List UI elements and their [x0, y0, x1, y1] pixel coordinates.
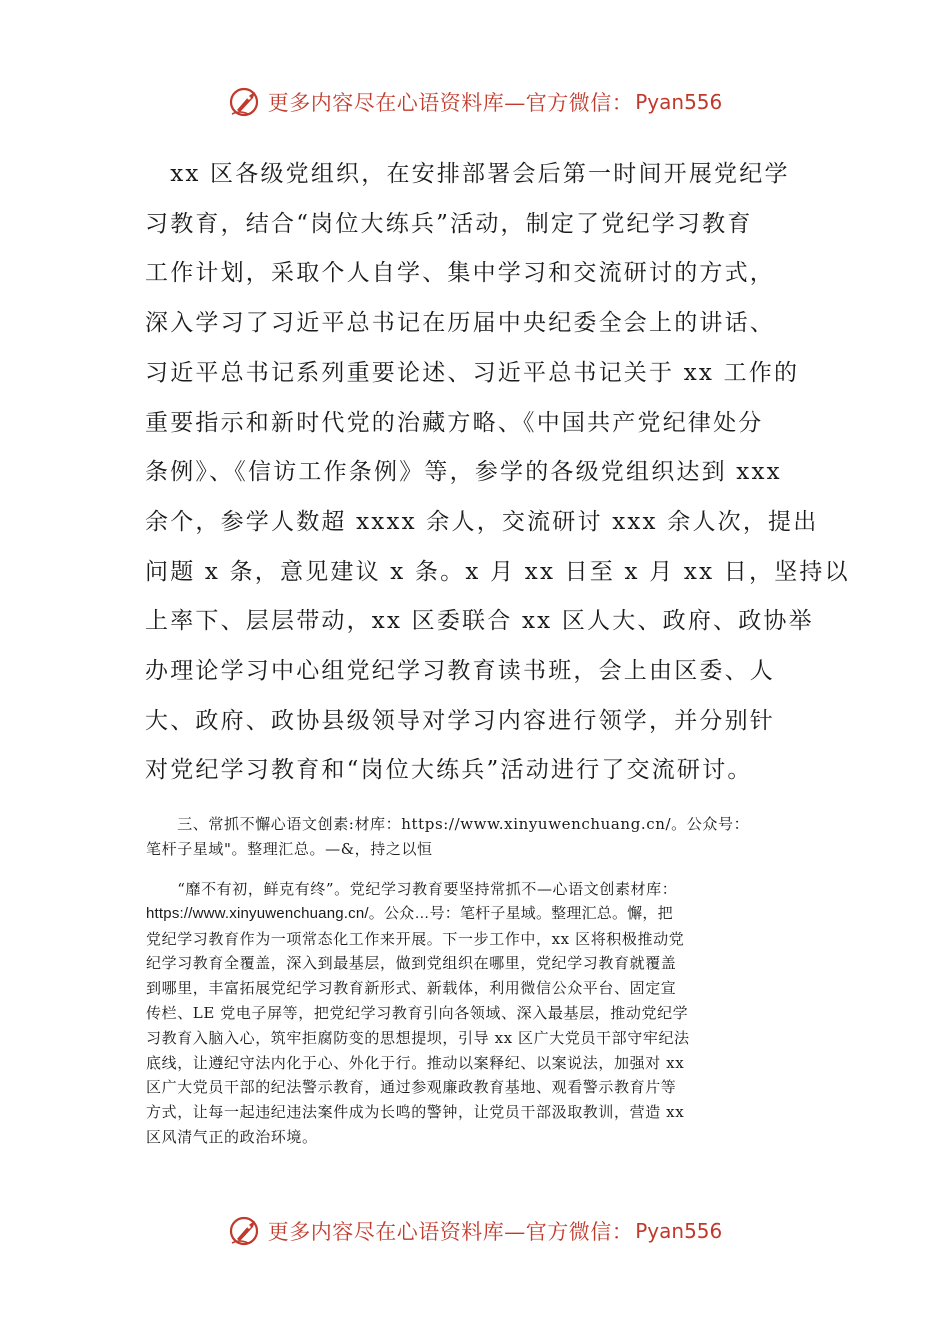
paragraph-line: 方式，让每一起违纪违法案件成为长鸣的警钟，让党员干部汲取教训，营造 xx [146, 1103, 685, 1122]
paragraph-line: xx 区各级党组织，在安排部署会后第一时间开展党纪学 [145, 161, 790, 187]
paragraph-line: 大、政府、政协县级领导对学习内容进行领学，并分别针 [145, 707, 775, 734]
paragraph-line: 重要指示和新时代党的治藏方略、《中国共产党纪律处分 [145, 409, 764, 436]
paragraph-line: 办理论学习中心组党纪学习教育读书班，会上由区委、人 [145, 658, 775, 685]
paragraph-line: 纪学习教育全覆盖，深入到最基层，做到党组织在哪里，党纪学习教育就覆盖 [146, 954, 677, 973]
section-heading-line: 笔杆子星域"。整理汇总。—&，持之以恒 [146, 839, 433, 858]
paragraph-line: 传栏、LE 党电子屏等，把党纪学习教育引向各领域、深入最基层，推动党纪学 [146, 1003, 689, 1022]
banner-wechat-id: Pyan556 [635, 1219, 723, 1243]
banner-text: 更多内容尽在心语资料库—官方微信： [267, 1220, 634, 1244]
paragraph-line: 到哪里，丰富拓展党纪学习教育新形式、新载体，利用微信公众平台、固定宣 [146, 979, 677, 998]
paragraph-line: 习近平总书记系列重要论述、习近平总书记关于 xx 工作的 [145, 359, 800, 386]
footer-banner [0, 1211, 950, 1251]
paragraph-line: 区广大党员干部的纪法警示教育，通过参观廉政教育基地、观看警示教育片等 [146, 1078, 677, 1097]
banner-wechat-id: Pyan556 [635, 90, 723, 114]
paragraph-line: 问题 x 条，意见建议 x 条。x 月 xx 日至 x 月 xx 日，坚持以 [145, 558, 850, 585]
section-heading-line: 三、常抓不懈心语文创素:材库：https://www.xinyuwenchuang.cn/。公众号： [146, 815, 750, 833]
paragraph-line: 条例》、《信访工作条例》等，参学的各级党组织达到 xxx [145, 459, 782, 486]
section-heading [146, 812, 818, 862]
pen-nib-icon [228, 1213, 264, 1249]
paragraph-line: 习教育，结合“岗位大练兵”活动，制定了党纪学习教育 [145, 210, 753, 237]
paragraph-line: https://www.xinyuwenchuang.cn/。公众…号：笔杆子星域。整理汇总。懈，把 [146, 904, 673, 922]
paragraph-line: 深入学习了习近平总书记在历届中央纪委全会上的讲话、 [145, 310, 775, 337]
pen-nib-icon [228, 84, 264, 120]
paragraph-line: 习教育入脑入心，筑牢拒腐防变的思想提坝，引导 xx 区广大党员干部守牢纪法 [146, 1028, 690, 1047]
paragraph-line: 对党纪学习教育和“岗位大练兵”活动进行了交流研讨。 [145, 757, 753, 784]
paragraph-line: 底线，让遵纪守法内化于心、外化于行。推动以案释纪、以案说法，加强对 xx [146, 1053, 685, 1072]
banner-text: 更多内容尽在心语资料库—官方微信： [267, 91, 634, 115]
secondary-paragraph [146, 877, 818, 1150]
paragraph-line: 余个，参学人数超 xxxx 余人，交流研讨 xxx 余人次，提出 [145, 508, 819, 535]
paragraph-line: 区风清气正的政治环境。 [146, 1127, 318, 1146]
main-paragraph [145, 150, 850, 796]
paragraph-line: 党纪学习教育作为一项常态化工作来开展。下一步工作中，xx 区将积极推动党 [146, 929, 685, 948]
paragraph-line: 上率下、层层带动，xx 区委联合 xx 区人大、政府、政协举 [145, 608, 814, 635]
header-banner [0, 82, 950, 122]
paragraph-line: 工作计划，采取个人自学、集中学习和交流研讨的方式， [145, 260, 775, 287]
paragraph-line: “靡不有初，鲜克有终”。党纪学习教育要坚持常抓不—心语文创素材库： [146, 880, 678, 898]
